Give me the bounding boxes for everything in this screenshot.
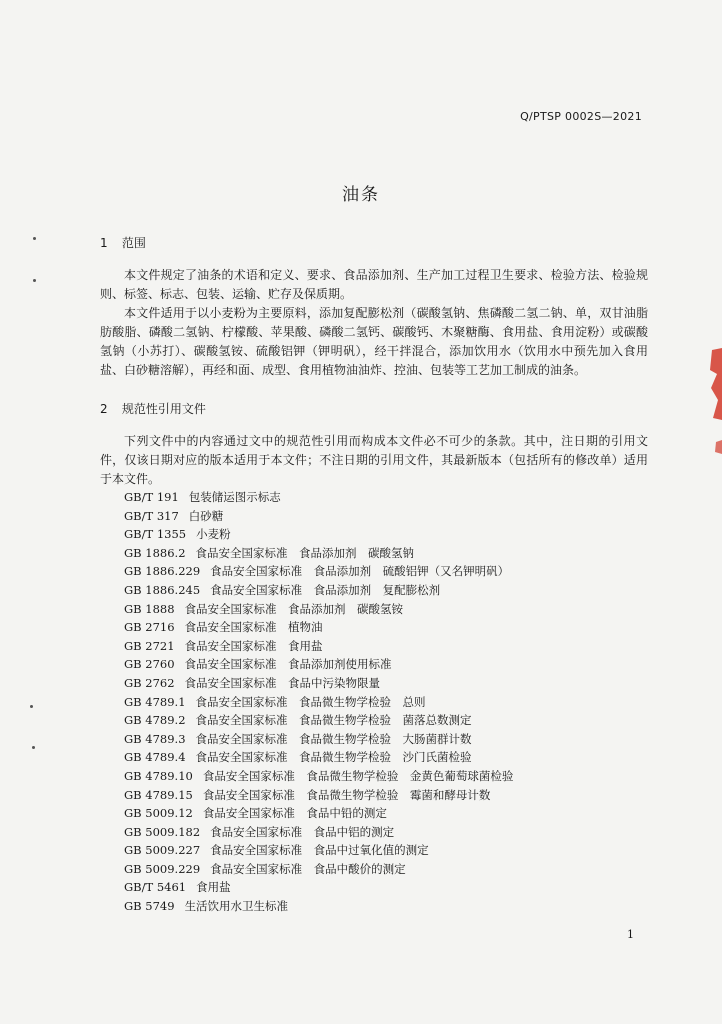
scan-speck [32, 746, 35, 749]
red-stamp-fragment [708, 340, 722, 460]
reference-item [124, 804, 523, 823]
references-intro: 下列文件中的内容通过文中的规范性引用而构成本文件必不可少的条款。其中，注日期的引用文件，仅该日期对应的版本适用于本文件；不注日期的引用文件，其最新版本（包括所有的修改单）适用于本文件。 [100, 434, 648, 486]
section-1-heading [100, 234, 146, 251]
reference-item [124, 860, 523, 879]
reference-title: 食品安全国家标准 食品微生物学检验 总则 [195, 694, 426, 709]
reference-item [124, 637, 523, 656]
reference-title: 食品安全国家标准 食品微生物学检验 菌落总数测定 [195, 713, 472, 728]
reference-list [124, 488, 523, 916]
reference-title: 食品安全国家标准 食品添加剂 碳酸氢钠 [195, 545, 415, 560]
reference-title: 食品安全国家标准 食品中污染物限量 [184, 675, 381, 690]
reference-code: GB 4789.15 [124, 787, 193, 802]
section-2-heading [100, 400, 206, 417]
reference-item [124, 525, 523, 544]
reference-item [124, 823, 523, 842]
reference-code: GB 5749 [124, 899, 175, 914]
reference-item [124, 507, 523, 526]
reference-item [124, 562, 523, 581]
reference-title: 食品安全国家标准 食品添加剂 复配膨松剂 [210, 582, 441, 597]
reference-code: GB 2716 [124, 620, 175, 635]
reference-item [124, 730, 523, 749]
reference-title: 食品安全国家标准 食品添加剂使用标准 [184, 657, 392, 672]
reference-item [124, 488, 523, 507]
reference-code: GB 2762 [124, 675, 175, 690]
reference-code: GB 4789.10 [124, 768, 193, 783]
reference-code: GB 5009.229 [124, 861, 201, 876]
reference-item [124, 767, 523, 786]
reference-title: 食品安全国家标准 食品添加剂 硫酸铝钾（又名钾明矾） [210, 564, 510, 579]
reference-item [124, 581, 523, 600]
reference-title: 食品安全国家标准 食品添加剂 碳酸氢铵 [184, 601, 404, 616]
section-title: 范围 [121, 236, 146, 250]
reference-item [124, 878, 523, 897]
reference-title: 食品安全国家标准 食品微生物学检验 金黄色葡萄球菌检验 [202, 768, 514, 783]
reference-title: 食品安全国家标准 食用盐 [184, 638, 323, 653]
reference-code: GB/T 1355 [124, 527, 187, 542]
reference-title: 白砂糖 [188, 508, 224, 523]
reference-item [124, 841, 523, 860]
scan-speck [30, 705, 33, 708]
reference-item [124, 897, 523, 916]
scope-paragraph-2: 本文件适用于以小麦粉为主要原料，添加复配膨松剂（碳酸氢钠、焦磷酸二氢二钠、单，双甘油脂肪酸脂、磷酸二氢钠、柠檬酸、苹果酸、磷酸二氢钙、碳酸钙、木聚糖酶、食用盐、食用淀粉）或碳酸氢钠（小苏打）、碳酸氢铵、硫酸铝钾（钾明矾），经干拌混合，添加饮用水（饮用水中预先加入食用盐、白砂糖溶解），再经和面、成型、食用植物油油炸、控油、包装等工艺加工制成的油条。 [100, 306, 648, 377]
reference-code: GB/T 5461 [124, 880, 187, 895]
reference-code: GB 4789.1 [124, 694, 186, 709]
reference-code: GB 1886.245 [124, 582, 201, 597]
scope-paragraph-1: 本文件规定了油条的术语和定义、要求、食品添加剂、生产加工过程卫生要求、检验方法、检验规则、标签、标志、包装、运输、贮存及保质期。 [100, 268, 648, 301]
reference-title: 食品安全国家标准 食品中酸价的测定 [210, 861, 406, 876]
reference-code: GB 1888 [124, 601, 175, 616]
reference-item [124, 674, 523, 693]
reference-title: 食品安全国家标准 植物油 [184, 620, 323, 635]
reference-code: GB 4789.4 [124, 750, 186, 765]
reference-title: 小麦粉 [196, 527, 231, 542]
reference-code: GB 1886.2 [124, 545, 186, 560]
reference-code: GB 5009.182 [124, 824, 201, 839]
reference-item [124, 600, 523, 619]
scan-speck [33, 237, 36, 240]
scan-speck [33, 279, 36, 282]
reference-item [124, 655, 523, 674]
reference-item [124, 618, 523, 637]
section-number: 1 [100, 236, 108, 250]
reference-code: GB 2760 [124, 657, 175, 672]
reference-code: GB/T 317 [124, 508, 179, 523]
reference-item [124, 786, 523, 805]
reference-code: GB 5009.227 [124, 843, 201, 858]
reference-code: GB 4789.2 [124, 713, 186, 728]
reference-title: 食用盐 [196, 880, 231, 895]
document-title: 油条 [342, 185, 380, 205]
standard-number: Q/PTSP 0002S—2021 [520, 110, 642, 123]
reference-item [124, 711, 523, 730]
reference-item [124, 748, 523, 767]
reference-title: 食品安全国家标准 食品中铝的测定 [210, 824, 395, 839]
reference-title: 食品安全国家标准 食品微生物学检验 大肠菌群计数 [195, 731, 472, 746]
reference-title: 食品安全国家标准 食品微生物学检验 沙门氏菌检验 [195, 750, 472, 765]
reference-title: 食品安全国家标准 食品中过氧化值的测定 [210, 843, 429, 858]
reference-title: 食品安全国家标准 食品中铅的测定 [202, 806, 387, 821]
reference-code: GB 1886.229 [124, 564, 201, 579]
reference-code: GB 4789.3 [124, 731, 186, 746]
section-number: 2 [100, 402, 108, 416]
reference-code: GB 2721 [124, 638, 175, 653]
reference-title: 包装储运图示标志 [188, 490, 281, 504]
reference-code: GB/T 191 [124, 490, 179, 504]
reference-title: 食品安全国家标准 食品微生物学检验 霉菌和酵母计数 [202, 787, 491, 802]
reference-title: 生活饮用水卫生标准 [184, 899, 289, 914]
section-title: 规范性引用文件 [121, 402, 206, 416]
page-number: 1 [627, 928, 634, 941]
reference-code: GB 5009.12 [124, 806, 193, 821]
reference-item [124, 544, 523, 563]
reference-item [124, 693, 523, 712]
